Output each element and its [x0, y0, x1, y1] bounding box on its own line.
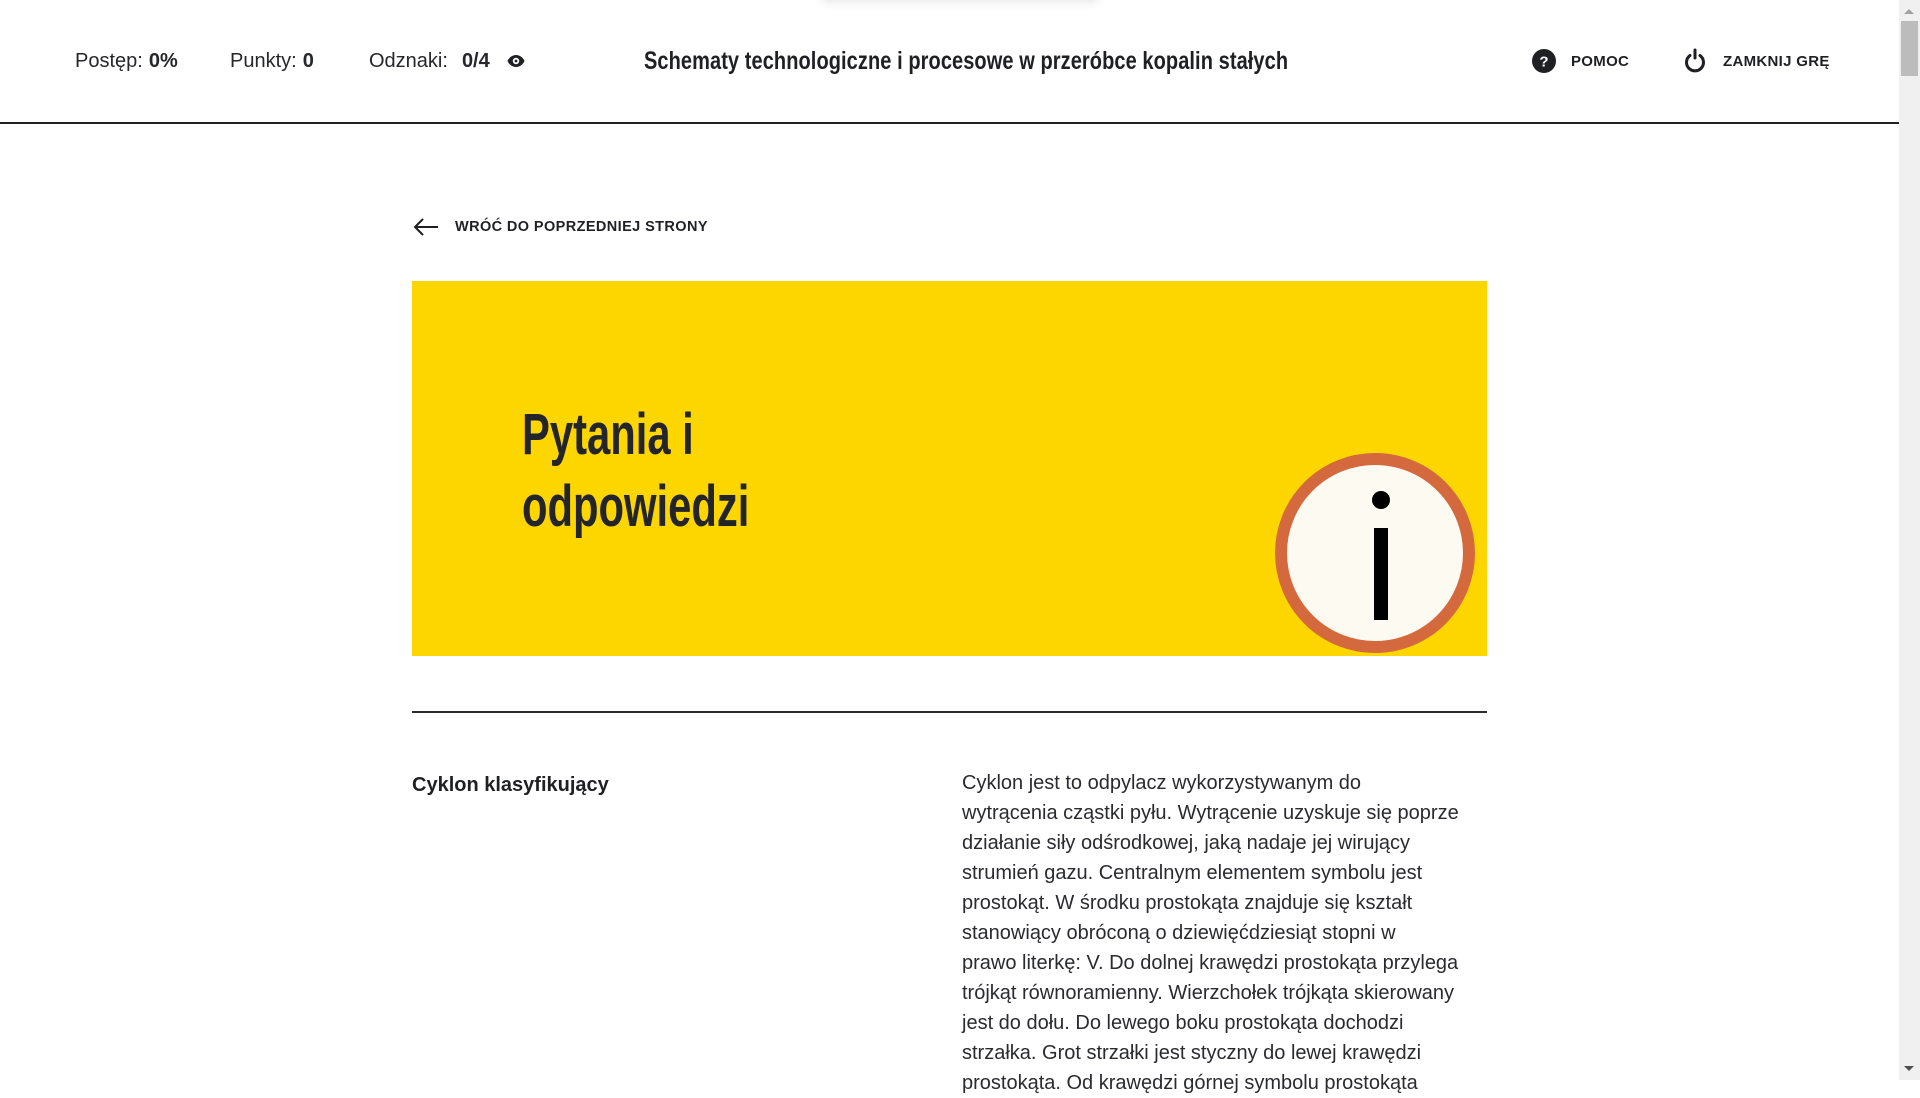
- section-divider: [412, 711, 1487, 713]
- help-circle-icon: [1532, 49, 1556, 73]
- game-title: [644, 44, 1289, 78]
- points-value: 0: [302, 50, 314, 72]
- info-icon-bar: [1374, 528, 1388, 620]
- back-link-label: WRÓĆ DO POPRZEDNIEJ STRONY: [455, 219, 708, 235]
- top-bar: [0, 0, 1899, 124]
- definition-line: jest do dołu. Do lewego boku prostokąta dochodzi: [962, 1012, 1404, 1034]
- close-game-label: ZAMKNIJ GRĘ: [1723, 52, 1830, 70]
- definition-line: działanie siły odśrodkowej, jaką nadaje jej wirujący: [962, 832, 1411, 854]
- badges-label: Odznaki:: [369, 50, 448, 72]
- help-button[interactable]: [1532, 47, 1629, 75]
- arrow-left-icon: [413, 218, 439, 236]
- definition-line: strzałka. Grot strzałki jest styczny do lewej krawędzi: [962, 1042, 1422, 1064]
- info-icon: [1275, 453, 1475, 653]
- definition-line: prawo literkę: V. Do dolnej krawędzi prostokąta przylega: [962, 952, 1459, 974]
- progress-value: 0%: [148, 50, 178, 72]
- glossary-term: Cyklon klasyfikujący: [412, 774, 609, 796]
- definition-line: strumień gazu. Centralnym elementem symbolu jest: [962, 862, 1423, 884]
- eye-icon[interactable]: [507, 53, 525, 69]
- badges-value: 0/4: [461, 50, 490, 72]
- definition-line: prostokąt. W środku prostokąta znajduje się kształt: [962, 892, 1413, 914]
- section-banner: [412, 281, 1487, 656]
- scroll-down-arrow-icon[interactable]: [1904, 1066, 1914, 1071]
- scroll-up-arrow-icon[interactable]: [1904, 9, 1914, 14]
- definition-line: wytrącenia cząstki pyłu. Wytrącenie uzyskuje się poprze: [962, 802, 1459, 824]
- banner-title-line-2: odpowiedzi: [522, 474, 750, 539]
- badges-stat: [369, 49, 490, 73]
- power-icon: [1683, 48, 1707, 74]
- info-icon-dot: [1372, 491, 1390, 509]
- definition-line: prostokąta. Od krawędzi górnej symbolu prostokąta: [962, 1072, 1418, 1094]
- game-title-text: Schematy technologiczne i procesowe w przeróbce kopalin stałych: [644, 47, 1289, 75]
- definition-line: stanowiący obróconą o dziewięćdziesiąt stopni w: [962, 922, 1396, 944]
- glossary-definition: [962, 768, 1494, 1098]
- definition-line: Cyklon jest to odpylacz wykorzystywanym do: [962, 772, 1362, 794]
- points-stat: [230, 49, 314, 73]
- help-label: POMOC: [1571, 52, 1630, 70]
- back-link[interactable]: [413, 214, 708, 240]
- banner-title: [522, 399, 922, 543]
- progress-label: Postęp:: [75, 50, 143, 72]
- points-label: Punkty:: [230, 50, 297, 72]
- banner-title-line-1: Pytania i: [522, 402, 694, 467]
- scrollbar-thumb[interactable]: [1901, 21, 1918, 76]
- close-game-button[interactable]: [1683, 47, 1830, 75]
- definition-line: trójkąt równoramienny. Wierzchołek trójkąta skierowany: [962, 982, 1455, 1004]
- vertical-scrollbar[interactable]: [1899, 0, 1920, 1080]
- svg-text:?: ?: [1539, 53, 1549, 71]
- progress-stat: [75, 49, 178, 73]
